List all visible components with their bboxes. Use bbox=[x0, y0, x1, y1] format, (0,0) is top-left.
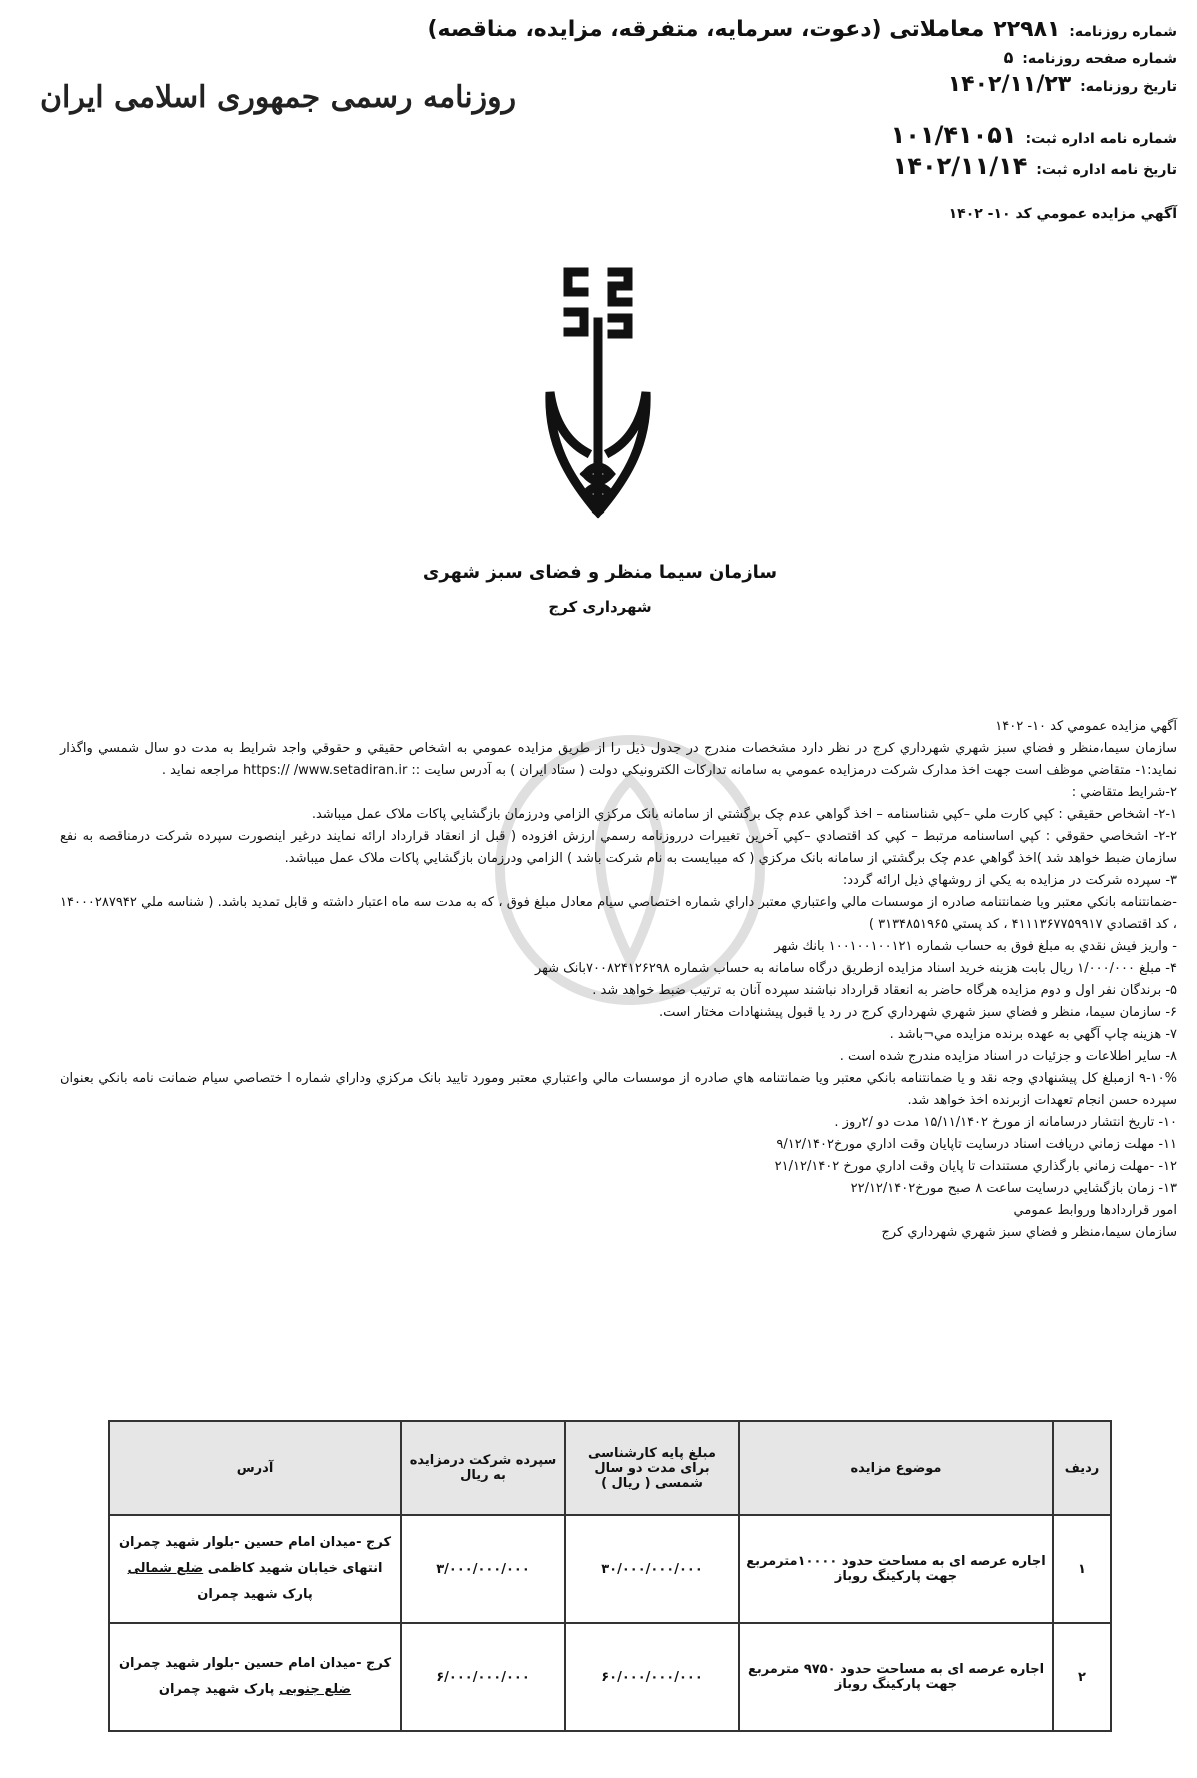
cell-base-price: ۳۰/۰۰۰/۰۰۰/۰۰۰ bbox=[565, 1515, 739, 1623]
address-side: ضلع جنوبی bbox=[278, 1682, 352, 1697]
cell-row-number: ۲ bbox=[1053, 1623, 1111, 1731]
header-row-number: رديف bbox=[1053, 1421, 1111, 1515]
body-line: ۵- برندگان نفر اول و دوم مزايده هرگاه حاضر به انعقاد قرارداد نباشند سپرده آنان به ترتيب ضبط خواهد شد . bbox=[592, 983, 1177, 998]
date-label: تاریخ روزنامه: bbox=[1080, 79, 1177, 96]
body-line: ۹-۱۰% ازمبلغ كل پيشنهادي وجه نقد و يا ضمانتنامه بانكي معتبر ويا ضمانتنامه هاي صادره از موسسات مالي واعتباري معتبر ومورد تاييد بانک مرکزي وداراي شماره ا ختصاصي سيام ضمانت نامه بانكي بعنوان سپرده حسن انجام تعهدات ازبرنده اخذ خواهد شد. bbox=[60, 1071, 1177, 1108]
page-number: ۵ bbox=[1003, 47, 1014, 67]
body-line: ۶- سازمان سيما، منظر و فضاي سبز شهري شهرداري كرج در رد يا قبول پيشنهادات مختار است. bbox=[659, 1005, 1177, 1020]
letter-number-label: شماره نامه اداره ثبت: bbox=[1025, 131, 1177, 147]
cell-subject: اجاره عرصه ای به مساحت حدود ۹۷۵۰ مترمربع جهت پارکینگ روباز bbox=[739, 1623, 1053, 1731]
body-line: ۳- سپرده شركت در مزايده به يكي از روشهاي ذيل ارائه گردد: bbox=[842, 873, 1177, 888]
page-label: شماره صفحه روزنامه: bbox=[1022, 50, 1177, 67]
letter-date: ۱۴۰۲/۱۱/۱۴ bbox=[892, 152, 1028, 181]
cell-subject: اجاره عرصه ای به مساحت حدود ۱۰۰۰۰مترمربع جهت پارکینگ روباز bbox=[739, 1515, 1053, 1623]
body-line: سازمان سيما،منظر و فضاي سبز شهري شهرداري كرج bbox=[881, 1225, 1177, 1240]
ad-title: آگهي مزايده عمومي کد ۱۰- ۱۴۰۲ bbox=[948, 206, 1177, 222]
table-header-row bbox=[109, 1421, 1111, 1515]
letter-date-label: تاریخ نامه اداره ثبت: bbox=[1036, 162, 1177, 179]
issue-category: معاملاتی (دعوت، سرمایه، متفرقه، مزایده، مناقصه) bbox=[427, 17, 985, 42]
body-line: ۱۲- -مهلت زماني بارگذاري مستندات تا پايان وقت اداري مورخ ۲۱/۱۲/۱۴۰۲ bbox=[774, 1159, 1177, 1174]
body-line: ۱۳- زمان بازگشايي درسايت ساعت ۸ صبح مورخ۲۲/۱۲/۱۴۰۲ bbox=[850, 1181, 1177, 1196]
table-row bbox=[109, 1623, 1111, 1731]
cell-base-price: ۶۰/۰۰۰/۰۰۰/۰۰۰ bbox=[565, 1623, 739, 1731]
body-line: ۴- مبلغ ۱/۰۰۰/۰۰۰ ريال بابت هزينه خريد اسناد مزايده ازطريق درگاه سامانه به حساب شماره ۷۰۰۸۲۴۱۲۶۲۹۸بانک شهر bbox=[534, 961, 1177, 976]
cell-address bbox=[109, 1623, 401, 1731]
body-line: ۱۰- تاريخ انتشار درسامانه از مورخ ۱۵/۱۱/۱۴۰۲ مدت دو /۲روز . bbox=[834, 1115, 1177, 1130]
date-row bbox=[427, 69, 1177, 101]
announcement-body bbox=[60, 716, 1177, 1244]
body-line: سازمان سيما،منظر و فضاي سبز شهري شهرداري كرج در نظر دارد مشخصات مندرج در جدول ذيل را از طريق مزايده عمومي به اشخاص حقيقي و حقوقي واجد شرايط به مدت دو سال شمسي واگذار نمايد:۱- متقاضي موظف است جهت اخذ مدارک شرکت درمزايده عمومي به سامانه تدارکات الکترونيکي دولت ( ستاد ايران ) به آدرس سايت :: https:// /www.setadiran.ir مراجعه نمايد . bbox=[60, 741, 1177, 778]
organization-logo-icon bbox=[528, 262, 668, 542]
letter-number-row bbox=[891, 120, 1177, 151]
table-row bbox=[109, 1515, 1111, 1623]
header-deposit: سپرده شرکت درمزایده به ریال bbox=[401, 1421, 565, 1515]
address-text: کرج -میدان امام حسین -بلوار شهید چمران bbox=[118, 1656, 392, 1671]
header-address: آدرس bbox=[109, 1421, 401, 1515]
issue-number: ۲۲۹۸۱ bbox=[993, 17, 1061, 42]
registration-info bbox=[891, 120, 1177, 182]
body-line: آگهي مزايده عمومي کد ۱۰- ۱۴۰۲ bbox=[995, 719, 1177, 734]
body-line: ۲-۱- اشخاص حقيقي : كپي كارت ملي –كپي شناسنامه – اخذ گواهي عدم چک برگشتي از سامانه بانک مرکزي الزامي ودرزمان بازگشايي پاكات ملاک عمل ميباشد. bbox=[311, 807, 1177, 822]
issue-label: شماره روزنامه: bbox=[1069, 24, 1177, 40]
body-line: ۱۱- مهلت زماني دريافت اسناد درسايت تاپايان وقت اداري مورخ۹/۱۲/۱۴۰۲ bbox=[776, 1137, 1177, 1152]
address-park: پارک شهید چمران bbox=[197, 1587, 313, 1602]
cell-deposit: ۶/۰۰۰/۰۰۰/۰۰۰ bbox=[401, 1623, 565, 1731]
letter-date-row bbox=[891, 151, 1177, 182]
letter-number: ۱۰۱/۴۱۰۵۱ bbox=[890, 121, 1017, 149]
body-line: -ضمانتنامه بانكي معتبر ويا ضمانتنامه صادره از موسسات مالي واعتباري معتبر داراي شماره اختصاصي سيام معادل مبلغ فوق ، كه به مدت سه ماه اعتبار داشته و قابل تمديد باشد. ( شناسه ملي ۱۴۰۰۰۲۸۷۹۴۲ ، کد اقتصادي ۴۱۱۱۳۶۷۷۵۹۹۱۷ ، کد پستي ۳۱۳۴۸۵۱۹۶۵ ) bbox=[60, 895, 1177, 932]
body-line: ۲-شرايط متقاضي : bbox=[1071, 785, 1177, 800]
gazette-meta bbox=[427, 14, 1177, 101]
masthead: روزنامه رسمی جمهوری اسلامی ایران bbox=[40, 80, 517, 115]
address-side: ضلع شمالی bbox=[127, 1561, 204, 1576]
cell-row-number: ۱ bbox=[1053, 1515, 1111, 1623]
body-line: امور قراردادها وروابط عمومي bbox=[1013, 1203, 1177, 1218]
organization-name: سازمان سیما منظر و فضای سبز شهری bbox=[422, 562, 778, 583]
gazette-date: ۱۴۰۲/۱۱/۲۳ bbox=[947, 72, 1072, 98]
cell-address bbox=[109, 1515, 401, 1623]
cell-deposit: ۳/۰۰۰/۰۰۰/۰۰۰ bbox=[401, 1515, 565, 1623]
page-row bbox=[427, 46, 1177, 69]
body-line: - واريز فيش نقدي به مبلغ فوق به حساب شماره ۱۰۰۱۰۰۱۰۰۱۲۱ بانك شهر bbox=[774, 939, 1177, 954]
header-base-price: مبلغ پایه کارشناسی برای مدت دو سال شمسی ( ریال ) bbox=[565, 1421, 739, 1515]
body-line: ۷- هزينه چاپ آگهي به عهده برنده مزايده مي¬باشد . bbox=[889, 1027, 1177, 1042]
issue-row bbox=[427, 14, 1177, 46]
auction-table bbox=[108, 1420, 1112, 1732]
body-line: ۲-۲- اشخاصي حقوقي : کپي اساسنامه مرتبط – کپي کد اقتصادي –کپي آخرين تغييرات درروزنامه رسمي ارزش افزوده ( قبل از انعقاد قرارداد ارائه نمايند درغير اينصورت سپرده شركت درمناقصه به نفع سازمان ضبط خواهد شد )اخذ گواهي عدم چک برگشتي از سامانه بانک مرکزي ( که ميبايست به نام شرکت باشد ) الزامي ودرزمان بازگشايي پاكات ملاک عمل ميباشد. bbox=[60, 829, 1177, 866]
header-subject: موضوع مزايده bbox=[739, 1421, 1053, 1515]
address-park: پارک شهید چمران bbox=[158, 1682, 275, 1697]
body-line: ۸- ساير اطلاعات و جزئيات در اسناد مزايده مندرج شده است . bbox=[839, 1049, 1177, 1064]
address-text: کرج -میدان امام حسین -بلوار شهید چمران انتهای خیابان شهید کاظمی bbox=[118, 1535, 392, 1576]
organization-subtitle: شهرداری کرج bbox=[548, 598, 652, 616]
